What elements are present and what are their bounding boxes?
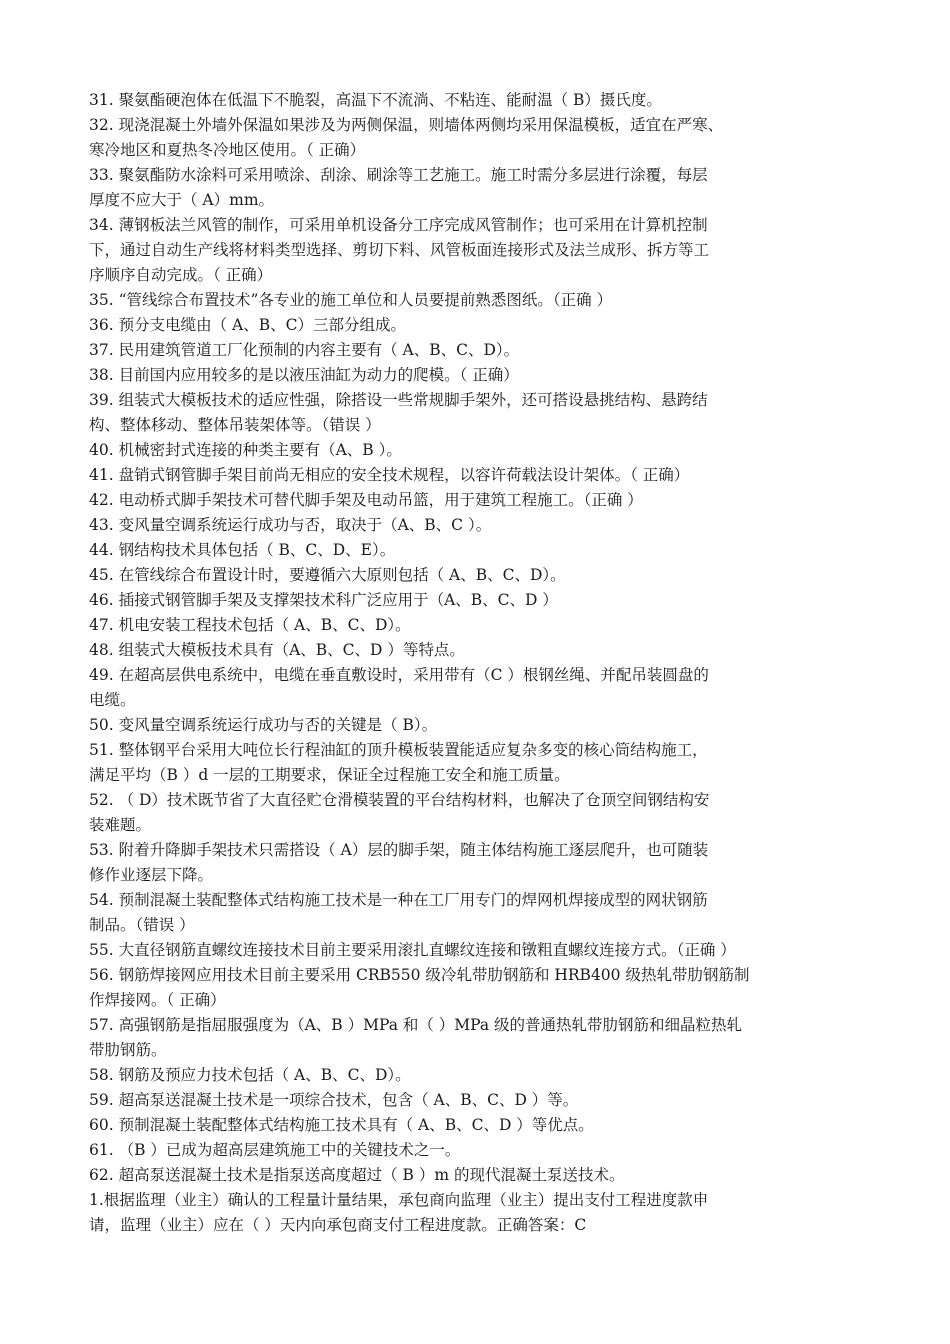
text-line: 满足平均（B ）d 一层的工期要求，保证全过程施工安全和施工质量。 bbox=[89, 766, 570, 784]
text-line: 41. 盘销式钢管脚手架目前尚无相应的安全技术规程，以容许荷载法设计架体。（ 正确） bbox=[89, 466, 690, 484]
text-line: 45. 在管线综合布置设计时，要遵循六大原则包括（ A、B、C、D）。 bbox=[89, 566, 566, 584]
text-line: 48. 组装式大模板技术具有（A、B、C、D ）等特点。 bbox=[89, 641, 465, 659]
text-line: 55. 大直径钢筋直螺纹连接技术目前主要采用滚扎直螺纹连接和镦粗直螺纹连接方式。（正确 ） bbox=[89, 941, 736, 959]
text-line: 39. 组装式大模板技术的适应性强，除搭设一些常规脚手架外，还可搭设悬挑结构、悬跨结 bbox=[89, 391, 708, 409]
text-line: 57. 高强钢筋是指屈服强度为（A、B ）MPa 和（ ）MPa 级的普通热轧带肋钢筋和细晶粒热轧 bbox=[89, 1016, 743, 1034]
document-page bbox=[89, 88, 869, 1238]
text-line: 33. 聚氨酯防水涂料可采用喷涂、刮涂、刷涂等工艺施工。施工时需分多层进行涂覆，每层 bbox=[89, 166, 708, 184]
text-line: 50. 变风量空调系统运行成功与否的关键是（ B）。 bbox=[89, 716, 438, 734]
text-line: 60. 预制混凝土装配整体式结构施工技术具有（ A、B、C、D ）等优点。 bbox=[89, 1116, 594, 1134]
text-line: 31. 聚氨酯硬泡体在低温下不脆裂，高温下不流淌、不粘连、能耐温（ B）摄氏度。 bbox=[89, 91, 662, 109]
text-line: 制品。（错误 ） bbox=[89, 916, 195, 934]
text-line: 44. 钢结构技术具体包括（ B、C、D、E）。 bbox=[89, 541, 396, 559]
text-line: 厚度不应大于（ A）mm。 bbox=[89, 191, 275, 209]
text-line: 构、整体移动、整体吊装架体等。（错误 ） bbox=[89, 416, 381, 434]
text-line: 35. “管线综合布置技术”各专业的施工单位和人员要提前熟悉图纸。（正确 ） bbox=[89, 291, 613, 309]
text-line: 43. 变风量空调系统运行成功与否，取决于（A、B、C ）。 bbox=[89, 516, 492, 534]
text-line: 54. 预制混凝土装配整体式结构施工技术是一种在工厂用专门的焊网机焊接成型的网状钢筋 bbox=[89, 891, 708, 909]
text-line: 1.根据监理（业主）确认的工程量计量结果，承包商向监理（业主）提出支付工程进度款申 bbox=[89, 1191, 709, 1209]
text-line: 53. 附着升降脚手架技术只需搭设（ A）层的脚手架，随主体结构施工逐层爬升，也可随装 bbox=[89, 841, 709, 859]
text-line: 49. 在超高层供电系统中，电缆在垂直敷设时，采用带有（C ）根钢丝绳、并配吊装圆盘的 bbox=[89, 666, 709, 684]
text-line: 36. 预分支电缆由（ A、B、C）三部分组成。 bbox=[89, 316, 406, 334]
text-line: 56. 钢筋焊接网应用技术目前主要采用 CRB550 级冷轧带肋钢筋和 HRB400 级热轧带肋钢筋制 bbox=[89, 966, 750, 984]
text-line: 带肋钢筋。 bbox=[89, 1041, 167, 1059]
text-line: 61. （B ）已成为超高层建筑施工中的关键技术之一。 bbox=[89, 1141, 461, 1159]
text-line: 51. 整体钢平台采用大吨位长行程油缸的顶升模板装置能适应复杂多变的核心筒结构施工， bbox=[89, 741, 708, 759]
text-line: 装难题。 bbox=[89, 816, 152, 834]
text-line: 58. 钢筋及预应力技术包括（ A、B、C、D）。 bbox=[89, 1066, 411, 1084]
text-line: 寒冷地区和夏热冬冷地区使用。（ 正确） bbox=[89, 141, 366, 159]
text-line: 修作业逐层下降。 bbox=[89, 866, 214, 884]
text-line: 47. 机电安装工程技术包括（ A、B、C、D）。 bbox=[89, 616, 411, 634]
text-line: 37. 民用建筑管道工厂化预制的内容主要有（ A、B、C、D）。 bbox=[89, 341, 520, 359]
text-line: 40. 机械密封式连接的种类主要有（A、B ）。 bbox=[89, 441, 402, 459]
text-line: 52. （ D）技术既节省了大直径贮仓滑模装置的平台结构材料，也解决了仓顶空间钢结构安 bbox=[89, 791, 710, 809]
text-line: 62. 超高泵送混凝土技术是指泵送高度超过（ B ）m 的现代混凝土泵送技术。 bbox=[89, 1166, 625, 1184]
text-line: 46. 插接式钢管脚手架及支撑架技术科广泛应用于（A、B、C、D ） bbox=[89, 591, 558, 609]
text-line: 34. 薄钢板法兰风管的制作，可采用单机设备分工序完成风管制作；也可采用在计算机控制 bbox=[89, 216, 708, 234]
text-line: 序顺序自动完成。（ 正确） bbox=[89, 266, 273, 284]
text-line: 电缆。 bbox=[89, 691, 136, 709]
text-line: 38. 目前国内应用较多的是以液压油缸为动力的爬模。（ 正确） bbox=[89, 366, 519, 384]
text-line: 下，通过自动生产线将材料类型选择、剪切下料、风管板面连接形式及法兰成形、拆方等工 bbox=[89, 241, 710, 259]
text-line: 作焊接网。（ 正确） bbox=[89, 991, 226, 1009]
text-line: 请，监理（业主）应在（ ）天内向承包商支付工程进度款。正确答案：C bbox=[89, 1216, 587, 1234]
text-line: 32. 现浇混凝土外墙外保温如果涉及为两侧保温，则墙体两侧均采用保温模板，适宜在严寒、 bbox=[89, 116, 724, 134]
text-line: 42. 电动桥式脚手架技术可替代脚手架及电动吊篮，用于建筑工程施工。（正确 ） bbox=[89, 491, 643, 509]
text-line: 59. 超高泵送混凝土技术是一项综合技术，包含（ A、B、C、D ）等。 bbox=[89, 1091, 579, 1109]
